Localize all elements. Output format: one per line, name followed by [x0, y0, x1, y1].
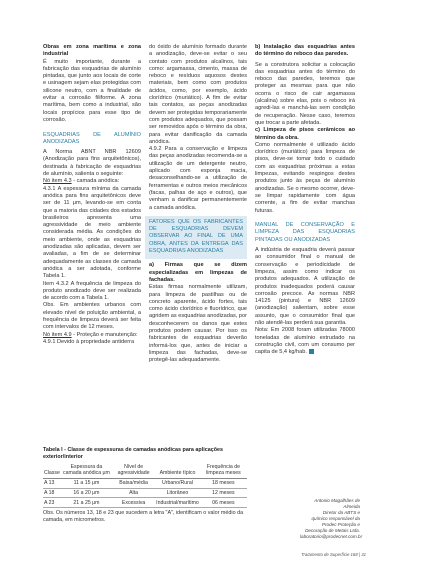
paragraph-note-2008 [255, 327, 355, 356]
author-email: laboratorio@prodecnet.com.br [300, 534, 363, 539]
table-header-cell: Espessura da camada anódica μm [61, 463, 112, 478]
table-title: Tabela I - Classe de espessuras de camadas anódicas para aplicações exterior/interior [43, 447, 223, 460]
column-1 [43, 44, 141, 346]
paragraph-item-4-9 [43, 332, 141, 339]
table-anodic-classes [43, 463, 247, 508]
paragraph-4-3-1: 4.3.1 A espessura mínima da camada anódica para fins arquitetônicos deve ser de 11 μm, levando-se em conta que a maioria das cidades dos estados brasileiros apresenta uma agressividade de meio ambiente considerada média. As condições do meio ambiente, onde as esquadrias anodizadas são aplicadas, devem ser avaliadas, a fim de se determinar adequadamente as classes de camada anódica a ser adotada, conforme Tabela 1. [43, 185, 141, 280]
author-affiliation: químico responsável da Prodec Proteção e Decoração de Metais Ltda. [305, 516, 360, 533]
column-2 [149, 44, 247, 364]
paragraph-4-9-1: 4.9.1 Devido à propriedade antiderra [43, 338, 135, 345]
table-cell: 21 a 25 μm [61, 498, 112, 508]
table-cell: Industrial/marítimo [155, 498, 200, 508]
heading-marine-industrial: Obras em zona marítima e zona industrial [43, 44, 141, 58]
table-cell: Excessiva [112, 498, 155, 508]
table-cell: A 13 [43, 478, 61, 488]
table-header-row [43, 463, 247, 478]
end-mark-icon [309, 349, 314, 354]
table-header-cell: Nível de agressividade [112, 463, 155, 478]
column-3 [255, 44, 355, 356]
table-cell: Litorâneo [155, 488, 200, 498]
table-note: Obs. Os números 13, 18 e 23 que sucedem a letra "A", identificam o valor médio da camada, em micrometros. [43, 510, 244, 524]
table-1-block [43, 447, 247, 524]
table-cell: Baixa/média [112, 478, 155, 488]
item-4-9-text: - Proteção e manutenção: [71, 331, 138, 338]
paragraph-facade-cleaning: Estas firmas normalmente utilizam, para limpeza de pastilhas ou de concreto aparente, ácido fortes, tais como ácido clorídrico e fluorídrico, que agridem as esquadrias anodizadas, por desconhecerem os danos que estes produtos podem causar. Por isso os fabricantes de esquadrias deverão informá-los que, antes de iniciar a limpeza das fachadas, deve-se protegê-las adequadamente. [149, 284, 247, 364]
table-cell: 06 meses [200, 498, 247, 508]
paragraph-alkaline-contact: do óxido de alumínio formado durante a anodização, deve-se evitar o seu contato com produtos alcalinos, tais como: argamassa, cimento, massa de reboco e resíduos aquosos destes materiais, bem como com produtos ácidos, como, por exemplo, ácido clorídrico (muriático). A fim de evitar tais contatos, as peças anodizadas devem ser protegidas temporariamente com produtos adequados, que possam ser removidos após o término da obra, para evitar danificação da camada anódica. [149, 44, 247, 145]
paragraph-ceramic-floor: Como normalmente é utilizado ácido clorídrico (muriático) para limpeza de pisos, deve-se tomar todo o cuidado com as esquadrias próximas a estas limpezas, evitando respingos destes produtos junto às peças de alumínio anodizadas. Se o mesmo ocorrer, deve-se limpar rapidamente com água corrente, a fim de evitar manchas futuras. [255, 141, 355, 214]
item-4-3-ref: Nó item 4.3 [43, 178, 72, 185]
paragraph-installation: Se a construtora solicitar a colocação das esquadrias antes do término do reboco das paredes, teremos que proteger as mesmas para que não ocorra o risco de cair argamassa (alcalina) sobre elas, pois o reboco irá agredi-las e manchá-las sem condição de recuperação. Nesse caso, teremos que trocar a parte afetada. [255, 61, 355, 126]
paragraph-4-3-2: Item 4.3.2 A frequência de limpeza do produto anodizado deve ser realizada de acordo com a Tabela 1. [43, 280, 141, 302]
table-cell: 18 meses [200, 478, 247, 488]
table-header-cell: Frequência de limpeza meses [200, 463, 247, 478]
table-cell: 16 a 20 μm [61, 488, 112, 498]
heading-installation: b) Instalação das esquadrias antes do término do reboco das paredes. [255, 44, 355, 58]
paragraph-item-4-3 [43, 178, 141, 185]
paragraph-nbr-12609: A Norma ABNT NBR 12609 (Anodização para fins arquitetônicos), destinada à fabricação de esquadrias de alumínio, salienta o seguinte: [43, 149, 141, 178]
paragraph-4-9-2: 4.9.2 Para a conservação e limpeza das peças anodizadas recomenda-se a utilização de um detergente neutro, aplicado com esponja macia, desaconselhando-se a utilização de ferramentas e outros meios mecânicos (facas, palhas de aço e outros), que venham a danificar permanentemente a camada anódica. [149, 146, 247, 211]
author-name: Antonio Magalhães de Almeida [314, 498, 360, 509]
section-heading-manufacturers: FATORES QUE OS FABRICANTES DE ESQUADRIAS DEVEM OBSERVAR AO FINAL DE UMA OBRA, ANTES DA ENTREGA DAS ESQUADRIAS ANODIZADAS [149, 218, 243, 255]
table-cell: 12 meses [200, 488, 247, 498]
table-row [43, 478, 247, 488]
item-4-9-ref: Nó item 4.9 [43, 331, 72, 338]
author-signature [300, 498, 363, 540]
author-role: Diretor da ABTS e [322, 510, 360, 515]
table-row [43, 498, 247, 508]
highlight-box [145, 216, 247, 259]
item-4-3-text: - camada anódica: [71, 178, 120, 185]
section-heading-anodized: ESQUADRIAS DE ALUMÍNIO ANODIZADAS [43, 131, 141, 145]
table-cell: Alta [112, 488, 155, 498]
table-cell: 11 a 15 μm [61, 478, 112, 488]
table-cell: A 23 [43, 498, 61, 508]
table-row [43, 488, 247, 498]
paragraph-filiform-corrosion: É muito importante, durante a fabricação das esquadrias de alumínio pintadas, que junto aos locais de corte e usinagem sejam elas protegidas com silicone neutro, com a finalidade de evitar a corrosão filiforme. A zona marítima, bem como a industrial, são locais propícios para esse tipo de corrosão. [43, 58, 141, 123]
table-header-cell: Ambiente típico [155, 463, 200, 478]
heading-ceramic-floor: c) Limpeza de pisos cerâmicos ao término da obra. [255, 127, 355, 141]
paragraph-manual: A indústria de esquadria deverá passar ao consumidor final o manual de conservação e periodicidade de limpeza, assim como indicar os produtos adequados. A utilização de produtos inadequados poderá causar corrosão precoce. As normas NBR 14125 (pintura) e NBR 12609 (anodização) salientam, sobre esse assunto, que o consumidor final que não atendê-las perderá sua garantia. [255, 247, 355, 326]
paragraph-obs-urban: Obs. Em ambientes urbanos com elevado nível de poluição ambiental, a frequência de limpeza deverá ser feita com intervalos de 12 meses. [43, 302, 141, 331]
note-2008-text: Nota: Em 2008 foram utilizadas 78000 toneladas de alumínio extrudado na construção civil, com um consumo per capita de 5,4 kg/hab. [255, 327, 355, 356]
table-header-cell: Classe [43, 463, 61, 478]
section-heading-manual: MANUAL DE CONSERVAÇÃO E LIMPEZA DAS ESQUADRIAS PINTADAS OU ANODIZADAS [255, 222, 355, 243]
page-footer: Tratamento de Superfície 168 | 31 [301, 552, 366, 557]
table-cell: Urbano/Rural [155, 478, 200, 488]
table-cell: A 18 [43, 488, 61, 498]
heading-facade-cleaning: a) Firmas que se dizem especializadas em limpezas de fachadas. [149, 262, 247, 283]
